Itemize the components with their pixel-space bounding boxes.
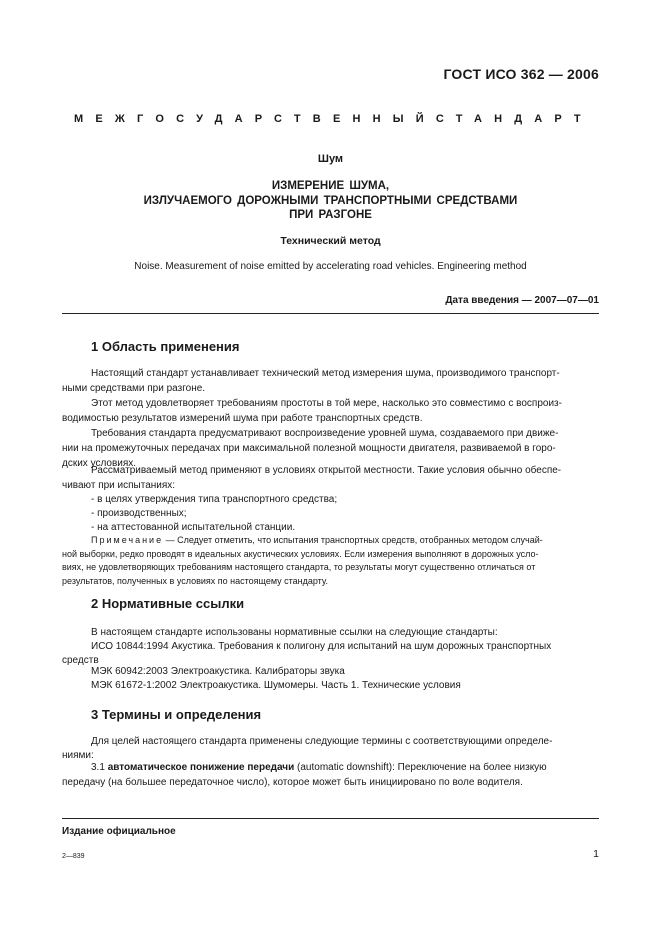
- s2-ref1-line2: средств: [62, 655, 99, 666]
- s1-p1-line2: ными средствами при разгоне.: [62, 383, 206, 394]
- section-2-heading: 2 Нормативные ссылки: [91, 596, 245, 611]
- document-code: ГОСТ ИСО 362 — 2006: [443, 66, 599, 82]
- s2-intro: В настоящем стандарте использованы нормативные ссылки на следующие стандарты:: [91, 627, 498, 638]
- term-definition-start: (automatic downshift): Переключение на более низкую: [294, 762, 547, 773]
- s1-p4-line1: Рассматриваемый метод применяют в условиях открытой местности. Такие условия обычно обеспе-: [91, 465, 562, 476]
- introduction-date: Дата введения — 2007—07—01: [445, 295, 599, 306]
- s1-bullet-3: - на аттестованной испытательной станции.: [91, 522, 296, 533]
- s2-ref3: МЭК 61672-1:2002 Электроакустика. Шумомеры. Часть 1. Технические условия: [91, 680, 461, 691]
- note-line-2: ной выборки, редко проводят в идеальных акустических условиях. Если измерения выполняют в дорожных усло-: [62, 548, 539, 559]
- s1-p4-line2: чивают при испытаниях:: [62, 480, 176, 491]
- noise-subtitle: Шум: [317, 153, 344, 165]
- s1-p1-line1: Настоящий стандарт устанавливает технический метод измерения шума, производимого транспорт-: [91, 368, 560, 379]
- s3-intro-line2: ниями:: [62, 750, 94, 761]
- section-3-heading: 3 Термины и определения: [91, 707, 262, 722]
- s1-bullet-2: - производственных;: [91, 508, 187, 519]
- header-divider: [62, 313, 599, 314]
- s3-term-line2: передачу (на большее передаточное число), которое может быть инициировано по воле водителя.: [62, 777, 523, 788]
- s1-p3-line1: Требования стандарта предусматривают воспроизведение уровней шума, создаваемого при движе-: [91, 428, 559, 439]
- method-subtitle: Технический метод: [280, 235, 381, 247]
- s2-ref1-line1: ИСО 10844:1994 Акустика. Требования к полигону для испытаний на шум дорожных транспортных: [91, 641, 552, 652]
- s1-p2-line1: Этот метод удовлетворяет требованиям простоты в той мере, насколько это совместимо с воспроиз-: [91, 398, 562, 409]
- title-line-2: ИЗЛУЧАЕМОГО ДОРОЖНЫМИ ТРАНСПОРТНЫМИ СРЕДСТВАМИ: [143, 194, 518, 207]
- s3-intro-line1: Для целей настоящего стандарта применены следующие термины с соответствующими определе-: [91, 736, 553, 747]
- banner-interstate: МЕЖГОСУДАРСТВЕННЫЙ: [74, 113, 436, 125]
- s3-term-line1: [62, 760, 599, 776]
- note-block: [62, 534, 599, 588]
- note-label: Примечание: [91, 535, 164, 545]
- page-number: 1: [593, 848, 599, 860]
- s1-bullet-1: - в целях утверждения типа транспортного средства;: [91, 494, 338, 505]
- section-1-heading: 1 Область применения: [91, 339, 240, 354]
- note-line-4: результатов, полученных в условиях по настоящему стандарту.: [62, 575, 329, 586]
- banner-standard: СТАНДАРТ: [435, 113, 593, 125]
- footer-divider: [62, 818, 599, 819]
- title-line-3: ПРИ РАЗГОНЕ: [289, 209, 372, 221]
- print-code: 2—839: [62, 853, 85, 860]
- s1-p3-line2: нии на промежуточных передачах при максимальной полезной мощности двигателя, развиваемой в горо-: [62, 443, 556, 454]
- note-line-3: виях, не удовлетворяющих требованиям настоящего стандарта, то результаты могут существенно отличаться от: [62, 562, 536, 572]
- english-title: Noise. Measurement of noise emitted by accelerating road vehicles. Engineering method: [134, 261, 527, 272]
- note-line-1: Примечание — Следует отметить, что испытания транспортных средств, отобранных методом случай-: [91, 535, 543, 545]
- s1-p3-line3: дских условиях.: [62, 458, 137, 469]
- s1-p2-line2: водимостью результатов измерений шума при работе транспортных средств.: [62, 413, 423, 424]
- term-number: 3.1: [91, 762, 108, 773]
- document-title: [0, 179, 661, 223]
- standard-banner: [74, 113, 593, 125]
- s2-ref2: МЭК 60942:2003 Электроакустика. Калибраторы звука: [91, 666, 345, 677]
- official-edition: Издание официальное: [62, 826, 176, 837]
- title-line-1: ИЗМЕРЕНИЕ ШУМА,: [271, 180, 390, 192]
- term-name: автоматическое понижение передачи: [107, 762, 295, 773]
